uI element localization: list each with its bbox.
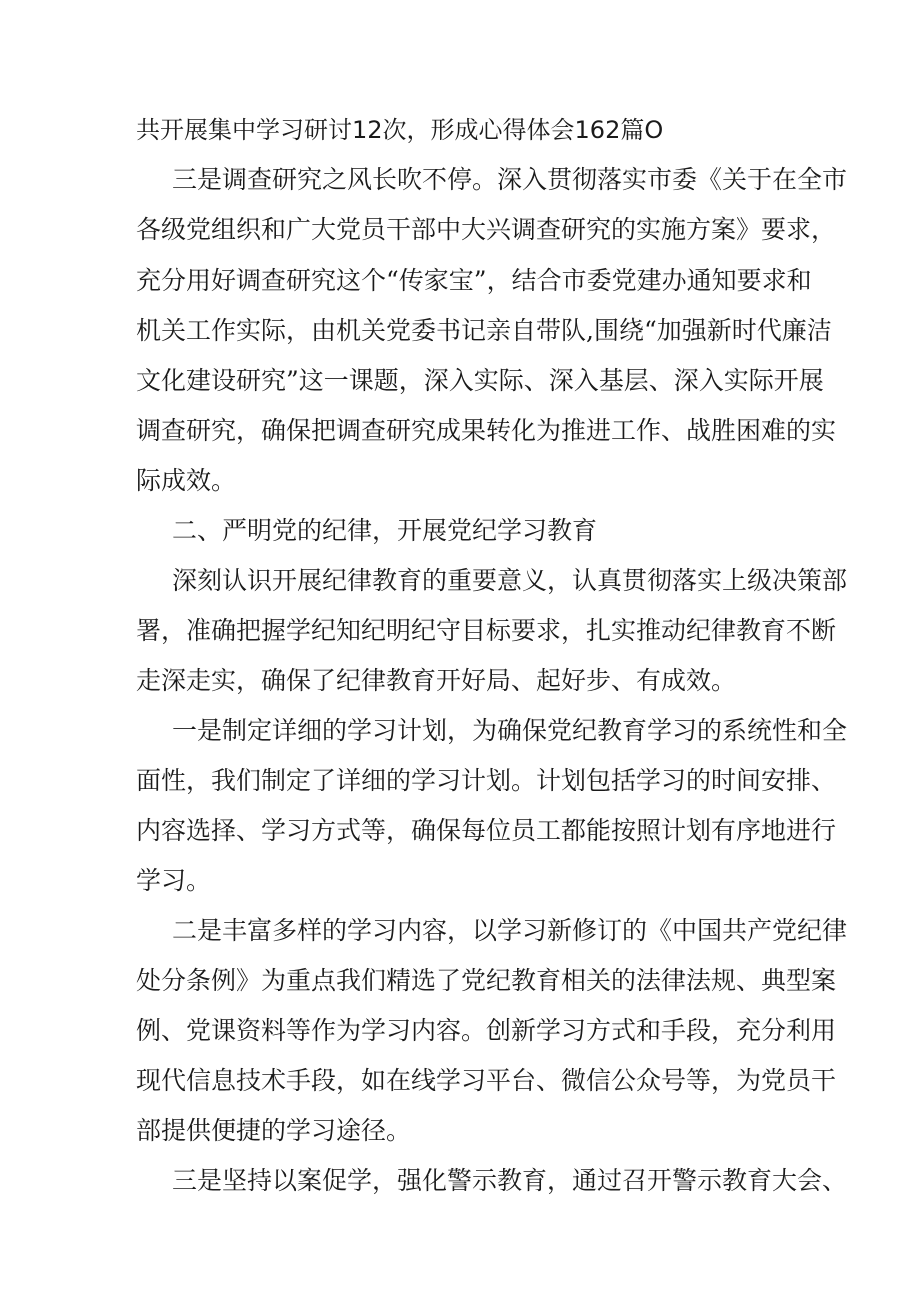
paragraph-line: 现代信息技术手段，如在线学习平台、微信公众号等，为党员干 — [136, 1066, 837, 1095]
paragraph-line: 内容选择、学习方式等，确保每位员工都能按照计划有序地进行 — [136, 816, 837, 845]
paragraph-line: 调查研究，确保把调查研究成果转化为推进工作、战胜困难的实 — [136, 416, 837, 445]
paragraph-line: 面性，我们制定了详细的学习计划。计划包括学习的时间安排、 — [136, 766, 837, 795]
paragraph-line: 署，准确把握学纪知纪明纪守目标要求，扎实推动纪律教育不断 — [136, 616, 837, 645]
paragraph-line: 一是制定详细的学习计划，为确保党纪教育学习的系统性和全 — [172, 716, 848, 745]
paragraph-line: 二是丰富多样的学习内容，以学习新修订的《中国共产党纪律 — [172, 916, 848, 945]
paragraph-line: 文化建设研究”这一课题，深入实际、深入基层、深入实际开展 — [136, 366, 824, 395]
paragraph-line: 共开展集中学习研讨12次，形成心得体会162篇O — [136, 116, 664, 144]
paragraph-line: 各级党组织和广大党员干部中大兴调查研究的实施方案》要求， — [136, 215, 837, 244]
paragraph-line: 走深走实，确保了纪律教育开好局、起好步、有成效。 — [136, 666, 737, 695]
paragraph-line: 机关工作实际，由机关党委书记亲自带队,围绕“加强新时代廉洁 — [136, 316, 832, 345]
paragraph-line: 充分用好调查研究这个“传家宝”，结合市委党建办通知要求和 — [136, 266, 812, 295]
paragraph-line: 三是调查研究之风长吹不停。深入贯彻落实市委《关于在全市 — [172, 165, 848, 194]
paragraph-line: 部提供便捷的学习途径。 — [136, 1116, 412, 1145]
paragraph-line: 处分条例》为重点我们精选了党纪教育相关的法律法规、典型案 — [136, 966, 837, 995]
section-heading: 二、严明党的纪律，开展党纪学习教育 — [172, 516, 598, 545]
paragraph-line: 深刻认识开展纪律教育的重要意义，认真贯彻落实上级决策部 — [172, 566, 848, 595]
paragraph-line: 三是坚持以案促学，强化警示教育，通过召开警示教育大会、 — [172, 1166, 848, 1195]
paragraph-line: 例、党课资料等作为学习内容。创新学习方式和手段，充分利用 — [136, 1016, 837, 1045]
paragraph-line: 学习。 — [136, 866, 212, 895]
paragraph-line: 际成效。 — [136, 466, 237, 495]
